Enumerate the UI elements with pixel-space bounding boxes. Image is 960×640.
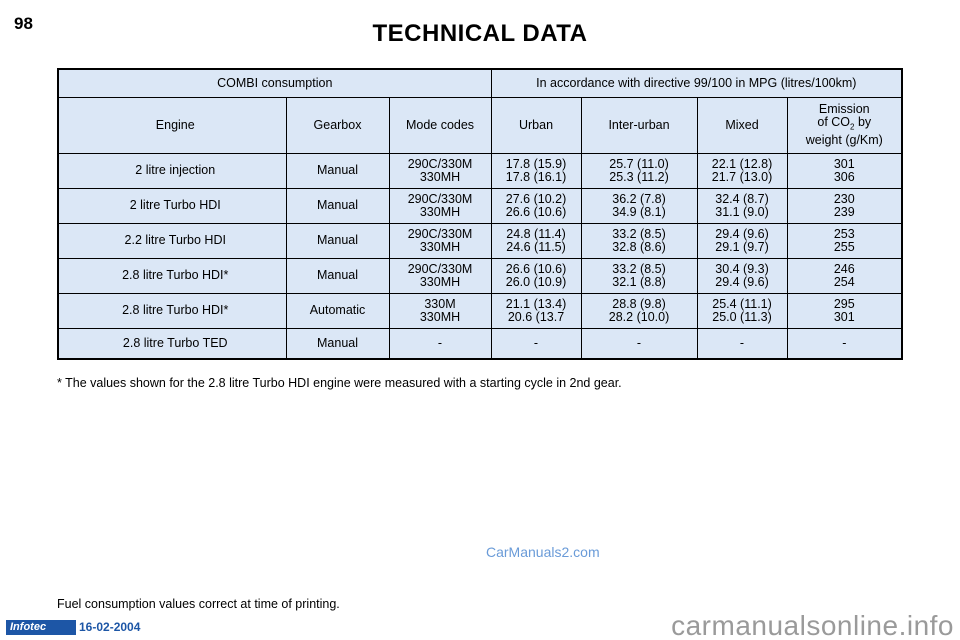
mode-cell: 290C/330M 330MH (389, 258, 491, 293)
engine-cell: 2 litre injection (58, 153, 286, 188)
gearbox-cell: Manual (286, 188, 389, 223)
urban-cell: 24.8 (11.4) 24.6 (11.5) (491, 223, 581, 258)
urban-cell: 21.1 (13.4) 20.6 (13.7 (491, 293, 581, 328)
engine-cell: 2 litre Turbo HDI (58, 188, 286, 223)
mixed-cell: 32.4 (8.7) 31.1 (9.0) (697, 188, 787, 223)
column-header-inter-urban: Inter-urban (581, 97, 697, 153)
inter-urban-cell: 33.2 (8.5) 32.1 (8.8) (581, 258, 697, 293)
emission-cell: 230 239 (787, 188, 902, 223)
inter-urban-cell: 25.7 (11.0) 25.3 (11.2) (581, 153, 697, 188)
mixed-cell: 25.4 (11.1) 25.0 (11.3) (697, 293, 787, 328)
engine-cell: 2.8 litre Turbo HDI* (58, 293, 286, 328)
emission-cell: 301 306 (787, 153, 902, 188)
table-row (58, 188, 902, 223)
column-header-gearbox: Gearbox (286, 97, 389, 153)
column-header-emission (787, 97, 902, 153)
mixed-cell: 30.4 (9.3) 29.4 (9.6) (697, 258, 787, 293)
mode-cell: 290C/330M 330MH (389, 223, 491, 258)
watermark-link[interactable]: CarManuals2.com (486, 544, 600, 560)
inter-urban-cell: 28.8 (9.8) 28.2 (10.0) (581, 293, 697, 328)
site-watermark: carmanualsonline.info (671, 610, 954, 640)
mixed-cell: 22.1 (12.8) 21.7 (13.0) (697, 153, 787, 188)
page-number: 98 (14, 14, 33, 33)
consumption-table (57, 68, 903, 360)
engine-cell: 2.8 litre Turbo TED (58, 328, 286, 359)
table-row (58, 328, 902, 359)
group-header-consumption: COMBI consumption (58, 69, 491, 97)
mixed-cell: 29.4 (9.6) 29.1 (9.7) (697, 223, 787, 258)
urban-cell: 27.6 (10.2) 26.6 (10.6) (491, 188, 581, 223)
gearbox-cell: Manual (286, 223, 389, 258)
emission-cell: 253 255 (787, 223, 902, 258)
footer-date: 16-02-2004 (79, 620, 141, 634)
mode-cell: 330M 330MH (389, 293, 491, 328)
table-row (58, 223, 902, 258)
footnote: * The values shown for the 2.8 litre Turbo HDI engine were measured with a starting cycle in 2nd gear. (57, 376, 622, 390)
gearbox-cell: Automatic (286, 293, 389, 328)
mode-cell: - (389, 328, 491, 359)
column-header-mixed: Mixed (697, 97, 787, 153)
page-title: TECHNICAL DATA (372, 20, 588, 47)
engine-cell: 2.8 litre Turbo HDI* (58, 258, 286, 293)
infotec-logo: Infotec (6, 620, 76, 635)
urban-cell: - (491, 328, 581, 359)
emission-label-line2b: by (854, 115, 872, 130)
emission-label-line3: weight (g/Km) (805, 132, 883, 147)
group-header-directive: In accordance with directive 99/100 in MPG (litres/100km) (491, 69, 902, 97)
inter-urban-cell: 33.2 (8.5) 32.8 (8.6) (581, 223, 697, 258)
gearbox-cell: Manual (286, 153, 389, 188)
emission-cell: 246 254 (787, 258, 902, 293)
emission-label-line2a: of CO (817, 115, 851, 130)
emission-label-line1: Emission (818, 102, 870, 117)
urban-cell: 26.6 (10.6) 26.0 (10.9) (491, 258, 581, 293)
emission-cell: - (787, 328, 902, 359)
table-row (58, 153, 902, 188)
mode-cell: 290C/330M 330MH (389, 188, 491, 223)
emission-cell: 295 301 (787, 293, 902, 328)
gearbox-cell: Manual (286, 258, 389, 293)
emission-co2-subscript: 2 (850, 122, 855, 132)
engine-cell: 2.2 litre Turbo HDI (58, 223, 286, 258)
inter-urban-cell: 36.2 (7.8) 34.9 (8.1) (581, 188, 697, 223)
fuel-note: Fuel consumption values correct at time of printing. (57, 597, 340, 611)
table-column-header-row (58, 97, 902, 153)
column-header-mode-codes: Mode codes (389, 97, 491, 153)
mixed-cell: - (697, 328, 787, 359)
table-row (58, 258, 902, 293)
column-header-engine: Engine (58, 97, 286, 153)
mode-cell: 290C/330M 330MH (389, 153, 491, 188)
table-group-header-row (58, 69, 902, 97)
table-row (58, 293, 902, 328)
gearbox-cell: Manual (286, 328, 389, 359)
inter-urban-cell: - (581, 328, 697, 359)
column-header-urban: Urban (491, 97, 581, 153)
urban-cell: 17.8 (15.9) 17.8 (16.1) (491, 153, 581, 188)
